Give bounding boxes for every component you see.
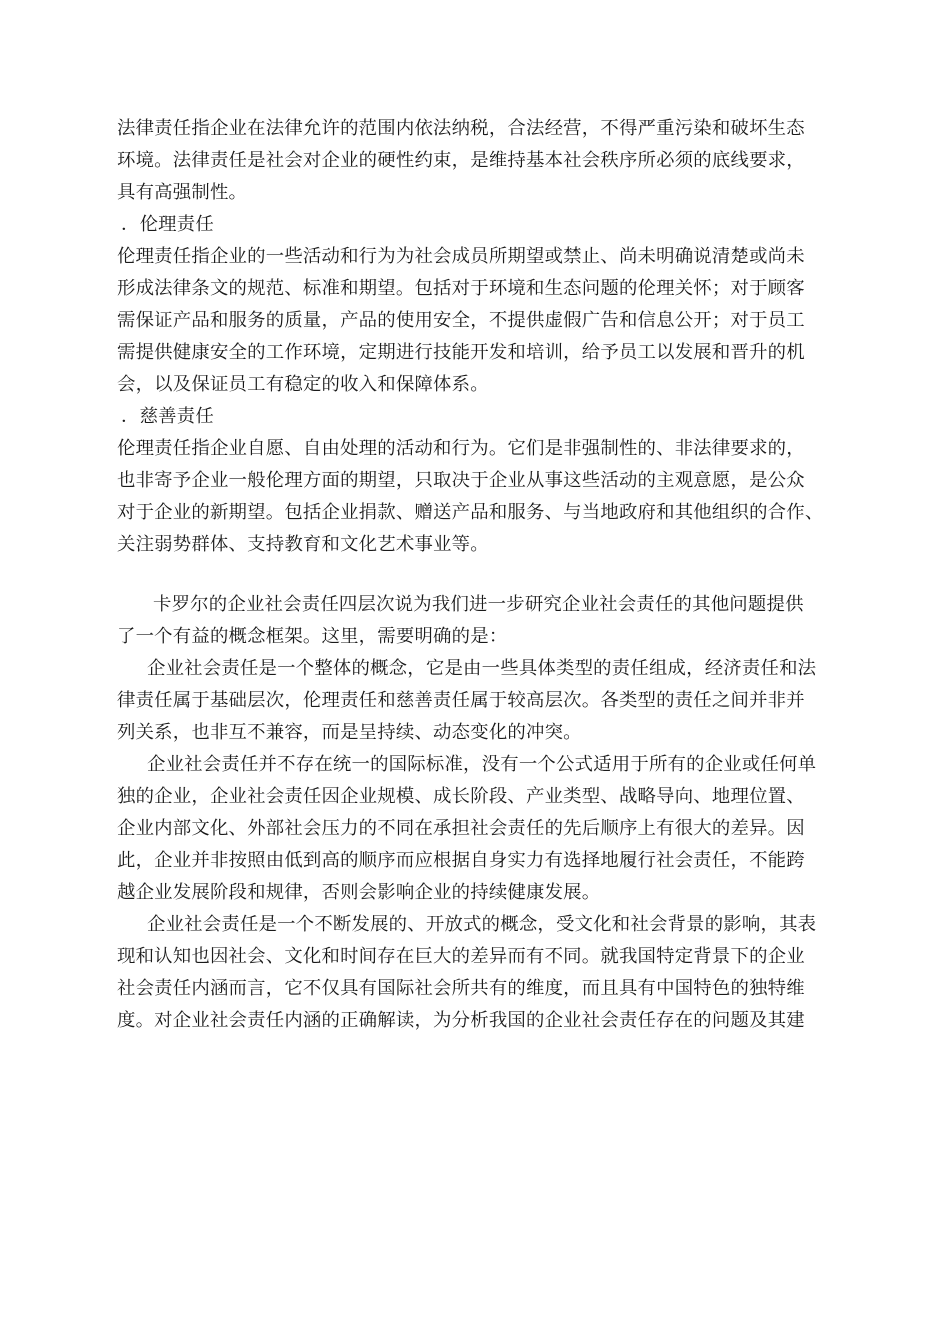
paragraph-philanthropic-responsibility	[117, 433, 833, 561]
text-line: 越企业发展阶段和规律，否则会影响企业的持续健康发展。	[117, 882, 601, 903]
section-heading-ethical: ．伦理责任	[121, 214, 214, 235]
text-line: 伦理责任指企业的一些活动和行为为社会成员所期望或禁止、尚未明确说清楚或尚未	[117, 246, 805, 267]
text-line: 社会责任内涵而言，它不仅具有国际社会所共有的维度，而且具有中国特色的独特维	[117, 978, 805, 999]
text-line: 环境。法律责任是社会对企业的硬性约束，是维持基本社会秩序所必须的底线要求，	[117, 150, 805, 171]
paragraph-legal-responsibility	[117, 113, 833, 209]
text-line: 也非寄予企业一般伦理方面的期望，只取决于企业从事这些活动的主观意愿，是公众	[117, 470, 805, 491]
text-line: 关注弱势群体、支持教育和文化艺术事业等。	[117, 534, 489, 555]
document-page	[117, 113, 833, 1037]
text-line: 列关系，也非互不兼容，而是呈持续、动态变化的冲突。	[117, 722, 582, 743]
text-line: 对于企业的新期望。包括企业捐款、赠送产品和服务、与当地政府和其他组织的合作、	[117, 502, 824, 523]
text-line: 卡罗尔的企业社会责任四层次说为我们进一步研究企业社会责任的其他问题提供	[153, 594, 804, 615]
paragraph-evolving-concept	[117, 909, 833, 1037]
paragraph-spacer	[117, 561, 833, 589]
text-line: 企业内部文化、外部社会压力的不同在承担社会责任的先后顺序上有很大的差异。因	[117, 818, 805, 839]
text-line: 了一个有益的概念框架。这里，需要明确的是：	[117, 626, 508, 647]
text-line: 律责任属于基础层次，伦理责任和慈善责任属于较高层次。各类型的责任之间并非并	[117, 690, 805, 711]
text-line: 企业社会责任是一个整体的概念，它是由一些具体类型的责任组成，经济责任和法	[147, 658, 817, 679]
text-line: 独的企业，企业社会责任因企业规模、成长阶段、产业类型、战略导向、地理位置、	[117, 786, 805, 807]
text-line: 度。对企业社会责任内涵的正确解读，为分析我国的企业社会责任存在的问题及其建	[117, 1010, 805, 1031]
text-line: 具有高强制性。	[117, 182, 248, 203]
paragraph-carroll-framework	[117, 589, 833, 653]
paragraph-ethical-responsibility	[117, 241, 833, 401]
section-heading-philanthropic: ．慈善责任	[121, 406, 214, 427]
text-line: 企业社会责任并不存在统一的国际标准，没有一个公式适用于所有的企业或任何单	[147, 754, 817, 775]
text-line: 法律责任指企业在法律允许的范围内依法纳税，合法经营，不得严重污染和破坏生态	[117, 118, 805, 139]
text-line: 需提供健康安全的工作环境，定期进行技能开发和培训，给予员工以发展和晋升的机	[117, 342, 805, 363]
text-line: 会，以及保证员工有稳定的收入和保障体系。	[117, 374, 489, 395]
text-line: 形成法律条文的规范、标准和期望。包括对于环境和生态问题的伦理关怀；对于顾客	[117, 278, 805, 299]
text-line: 需保证产品和服务的质量，产品的使用安全，不提供虚假广告和信息公开；对于员工	[117, 310, 805, 331]
text-line: 伦理责任指企业自愿、自由处理的活动和行为。它们是非强制性的、非法律要求的，	[117, 438, 805, 459]
paragraph-no-unified-standard	[117, 749, 833, 909]
text-line: 企业社会责任是一个不断发展的、开放式的概念，受文化和社会背景的影响，其表	[147, 914, 817, 935]
text-line: 现和认知也因社会、文化和时间存在巨大的差异而有不同。就我国特定背景下的企业	[117, 946, 805, 967]
text-line: 此，企业并非按照由低到高的顺序而应根据自身实力有选择地履行社会责任，不能跨	[117, 850, 805, 871]
paragraph-holistic-concept	[117, 653, 833, 749]
